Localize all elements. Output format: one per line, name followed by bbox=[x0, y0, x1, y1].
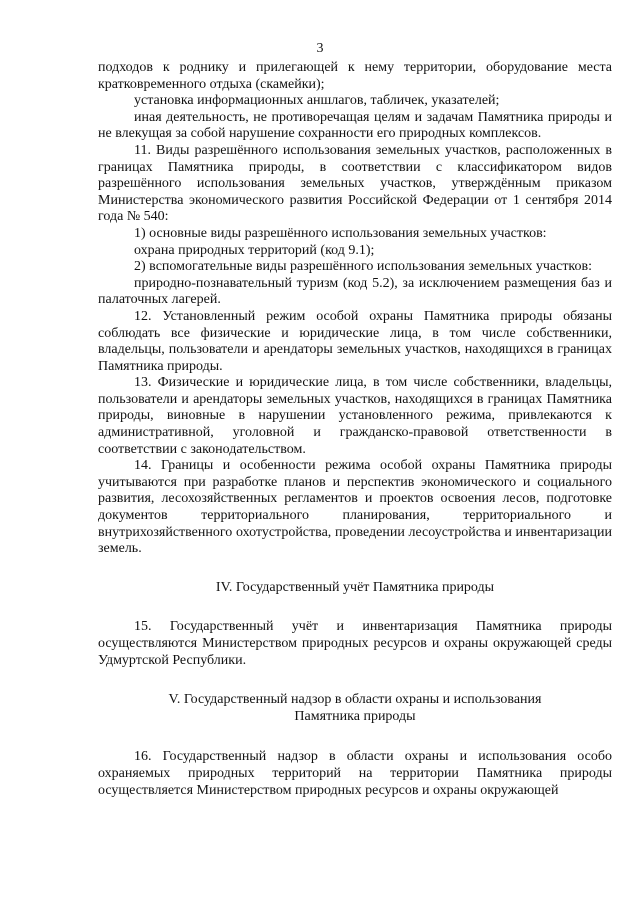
paragraph: иная деятельность, не противоречащая целям и задачам Памятника природы и не влекущая за собой нарушение сохранности его природных комплексов. bbox=[98, 109, 612, 142]
paragraph: 1) основные виды разрешённого использования земельных участков: bbox=[134, 225, 547, 241]
section-heading-iv: IV. Государственный учёт Памятника природы bbox=[215, 579, 495, 595]
paragraph: природно-познавательный туризм (код 5.2), за исключением размещения баз и палаточных лагерей. bbox=[98, 275, 612, 308]
paragraph-item-13: 13. Физические и юридические лица, в том числе собственники, владельцы, пользователи и арендаторы земельных участков, находящихся в границах Памятника природы, виновные в нарушении установленного режима, привлекаются к административной, уголовной и гражданско-правовой ответственности в соответствии с законодательством. bbox=[98, 375, 612, 457]
paragraph-item-11: 11. Виды разрешённого использования земельных участков, расположенных в границах Памятника природы, в соответствии с классификатором видов разрешённого использования земельных участков, утверждённым приказом Министерства экономического развития Российской Федерации от 1 сентября 2014 года № 540: bbox=[98, 142, 612, 225]
document-body bbox=[98, 60, 612, 799]
page-number: 3 bbox=[316, 41, 324, 56]
paragraph: охрана природных территорий (код 9.1); bbox=[134, 242, 375, 258]
section-heading-v bbox=[98, 692, 612, 725]
paragraph: подходов к роднику и прилегающей к нему территории, оборудование места кратковременного отдыха (скамейки); bbox=[98, 60, 612, 92]
paragraph-item-15: 15. Государственный учёт и инвентаризация Памятника природы осуществляются Министерством природных ресурсов и охраны окружающей среды Удмуртской Республики. bbox=[98, 619, 612, 668]
section-heading-v-line2: Памятника природы bbox=[294, 708, 416, 724]
section-heading-v-line1: V. Государственный надзор в области охраны и использования bbox=[168, 692, 542, 708]
paragraph: установка информационных аншлагов, табличек, указателей; bbox=[134, 93, 500, 109]
paragraph: 2) вспомогательные виды разрешённого использования земельных участков: bbox=[134, 259, 593, 275]
paragraph-item-12: 12. Установленный режим особой охраны Памятника природы обязаны соблюдать все физические и юридические лица, в том числе собственники, владельцы, пользователи и арендаторы земельных участков, находящихся в границах Памятника природы. bbox=[98, 308, 612, 374]
paragraph-item-16: 16. Государственный надзор в области охраны и использования особо охраняемых природных территорий на территории Памятника природы осуществляется Министерством природных ресурсов и охраны окружающей bbox=[98, 749, 612, 798]
paragraph-item-14: 14. Границы и особенности режима особой охраны Памятника природы учитываются при разработке планов и перспектив экономического и социального развития, лесохозяйственных регламентов и проектов освоения лесов, подготовке документов территориального планирования, территориального и внутрихозяйственного охотустройства, проведении лесоустройства и инвентаризации земель. bbox=[98, 458, 612, 557]
